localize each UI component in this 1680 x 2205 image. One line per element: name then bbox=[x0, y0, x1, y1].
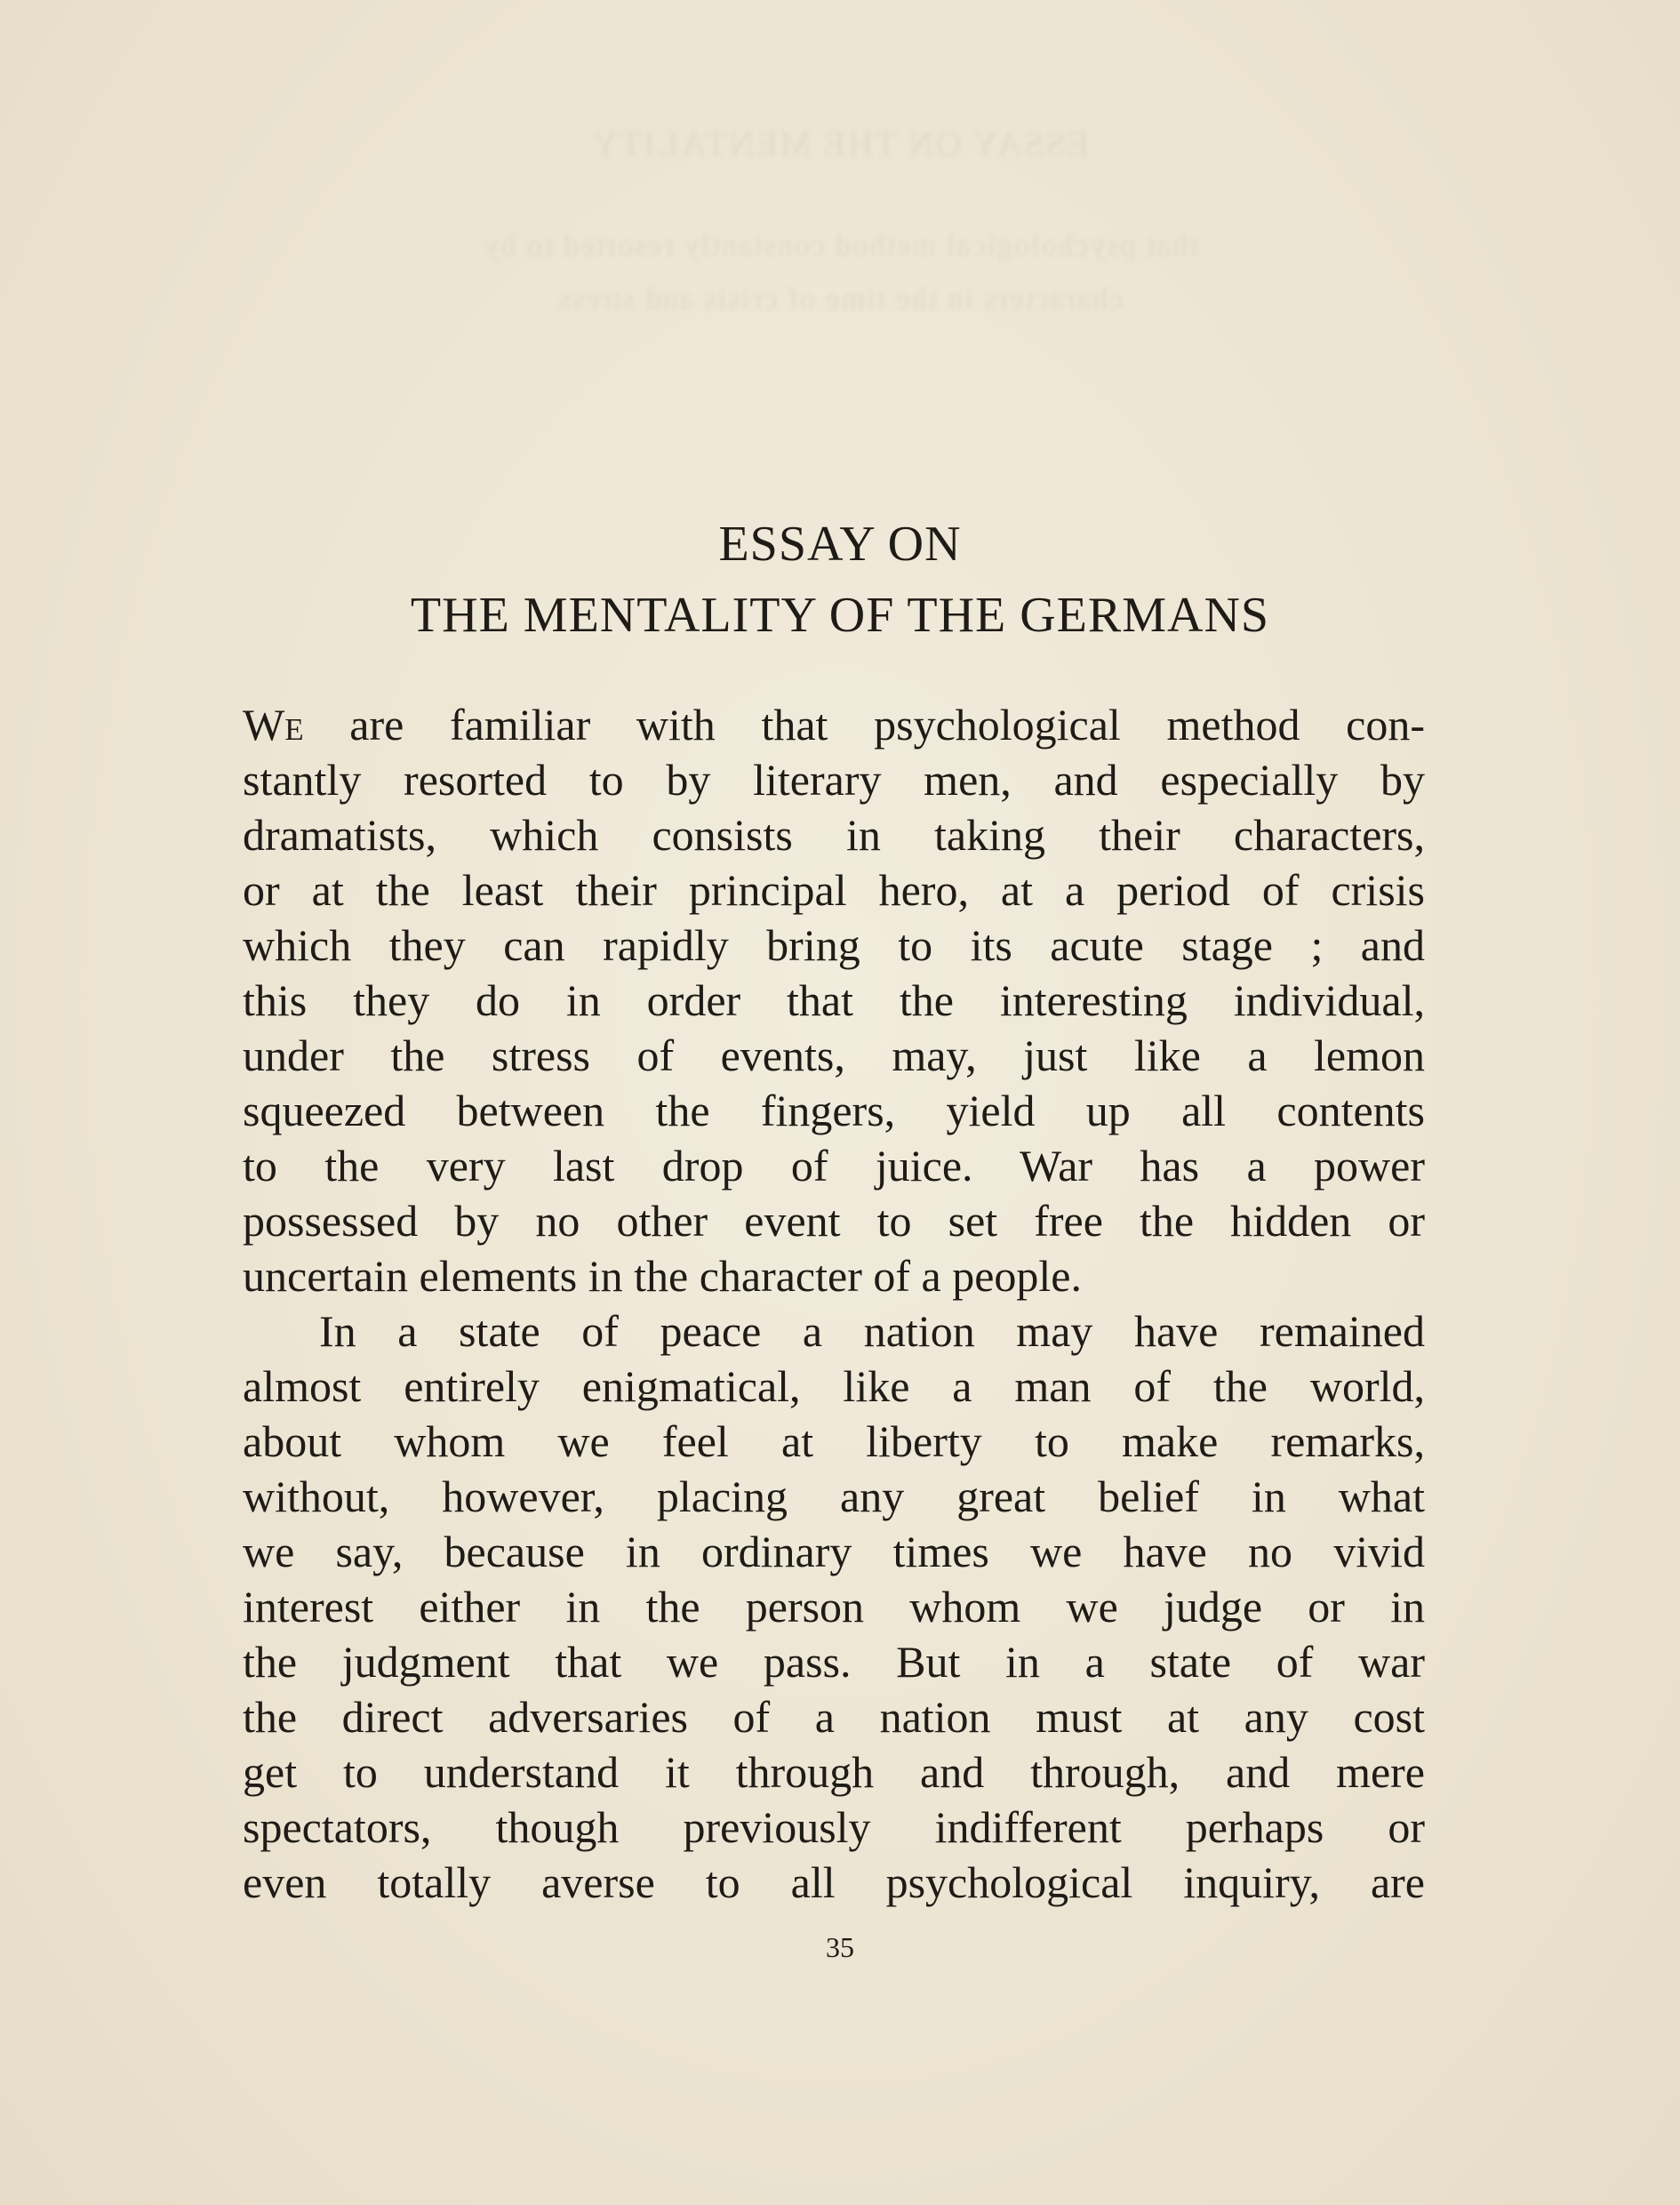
text-line: possessed by no other event to set free the hidden or bbox=[243, 1196, 1425, 1246]
text-line: without, however, placing any great belief in what bbox=[243, 1471, 1425, 1521]
text-line: this they do in order that the interesting individual, bbox=[243, 975, 1425, 1025]
text-line: stantly resorted to by literary men, and especially by bbox=[243, 755, 1425, 805]
chapter-title-line-2: THE MENTALITY OF THE GERMANS bbox=[410, 588, 1270, 643]
text-line: to the very last drop of juice. War has a power bbox=[243, 1141, 1425, 1191]
text-line: uncertain elements in the character of a people. bbox=[243, 1251, 1082, 1301]
text-line: which they can rapidly bring to its acute stage ; and bbox=[243, 920, 1425, 970]
paragraph-1 bbox=[243, 697, 1425, 1303]
paragraph-2 bbox=[243, 1303, 1425, 1910]
text-line: squeezed between the fingers, yield up all contents bbox=[243, 1086, 1425, 1135]
text-line: dramatists, which consists in taking their characters, bbox=[243, 810, 1425, 860]
chapter-title-line-1: ESSAY ON bbox=[718, 517, 962, 572]
text-line: almost entirely enigmatical, like a man of the world, bbox=[243, 1361, 1425, 1411]
drop-word: We bbox=[243, 700, 304, 750]
show-through-text: ESSAY ON THE MENTALITY bbox=[590, 124, 1090, 164]
show-through-text: that psychological method constantly resorted to by bbox=[482, 229, 1198, 262]
text-line: spectators, though previously indifferent perhaps or bbox=[243, 1802, 1425, 1852]
chapter-title bbox=[0, 509, 1680, 651]
text-line: get to understand it through and through, and mere bbox=[243, 1747, 1425, 1797]
text-line-rest: are familiar with that psychological method con- bbox=[303, 700, 1425, 750]
text-line: or at the least their principal hero, at a period of crisis bbox=[243, 865, 1425, 915]
text-line: even totally averse to all psychological inquiry, are bbox=[243, 1857, 1425, 1907]
text-line: the direct adversaries of a nation must at any cost bbox=[243, 1692, 1425, 1742]
text-line: interest either in the person whom we judge or in bbox=[243, 1582, 1425, 1632]
text-line: about whom we feel at liberty to make remarks, bbox=[243, 1416, 1425, 1466]
text-line: under the stress of events, may, just like a lemon bbox=[243, 1030, 1425, 1080]
page-number: 35 bbox=[826, 1931, 854, 1963]
text-line: In a state of peace a nation may have remained bbox=[319, 1306, 1425, 1356]
show-through-text: characters in the time of crisis and stress bbox=[556, 283, 1124, 316]
text-line: the judgment that we pass. But in a state of war bbox=[243, 1637, 1425, 1687]
body-text bbox=[243, 697, 1425, 1910]
text-line bbox=[243, 697, 1425, 752]
text-line: we say, because in ordinary times we have no vivid bbox=[243, 1527, 1425, 1576]
